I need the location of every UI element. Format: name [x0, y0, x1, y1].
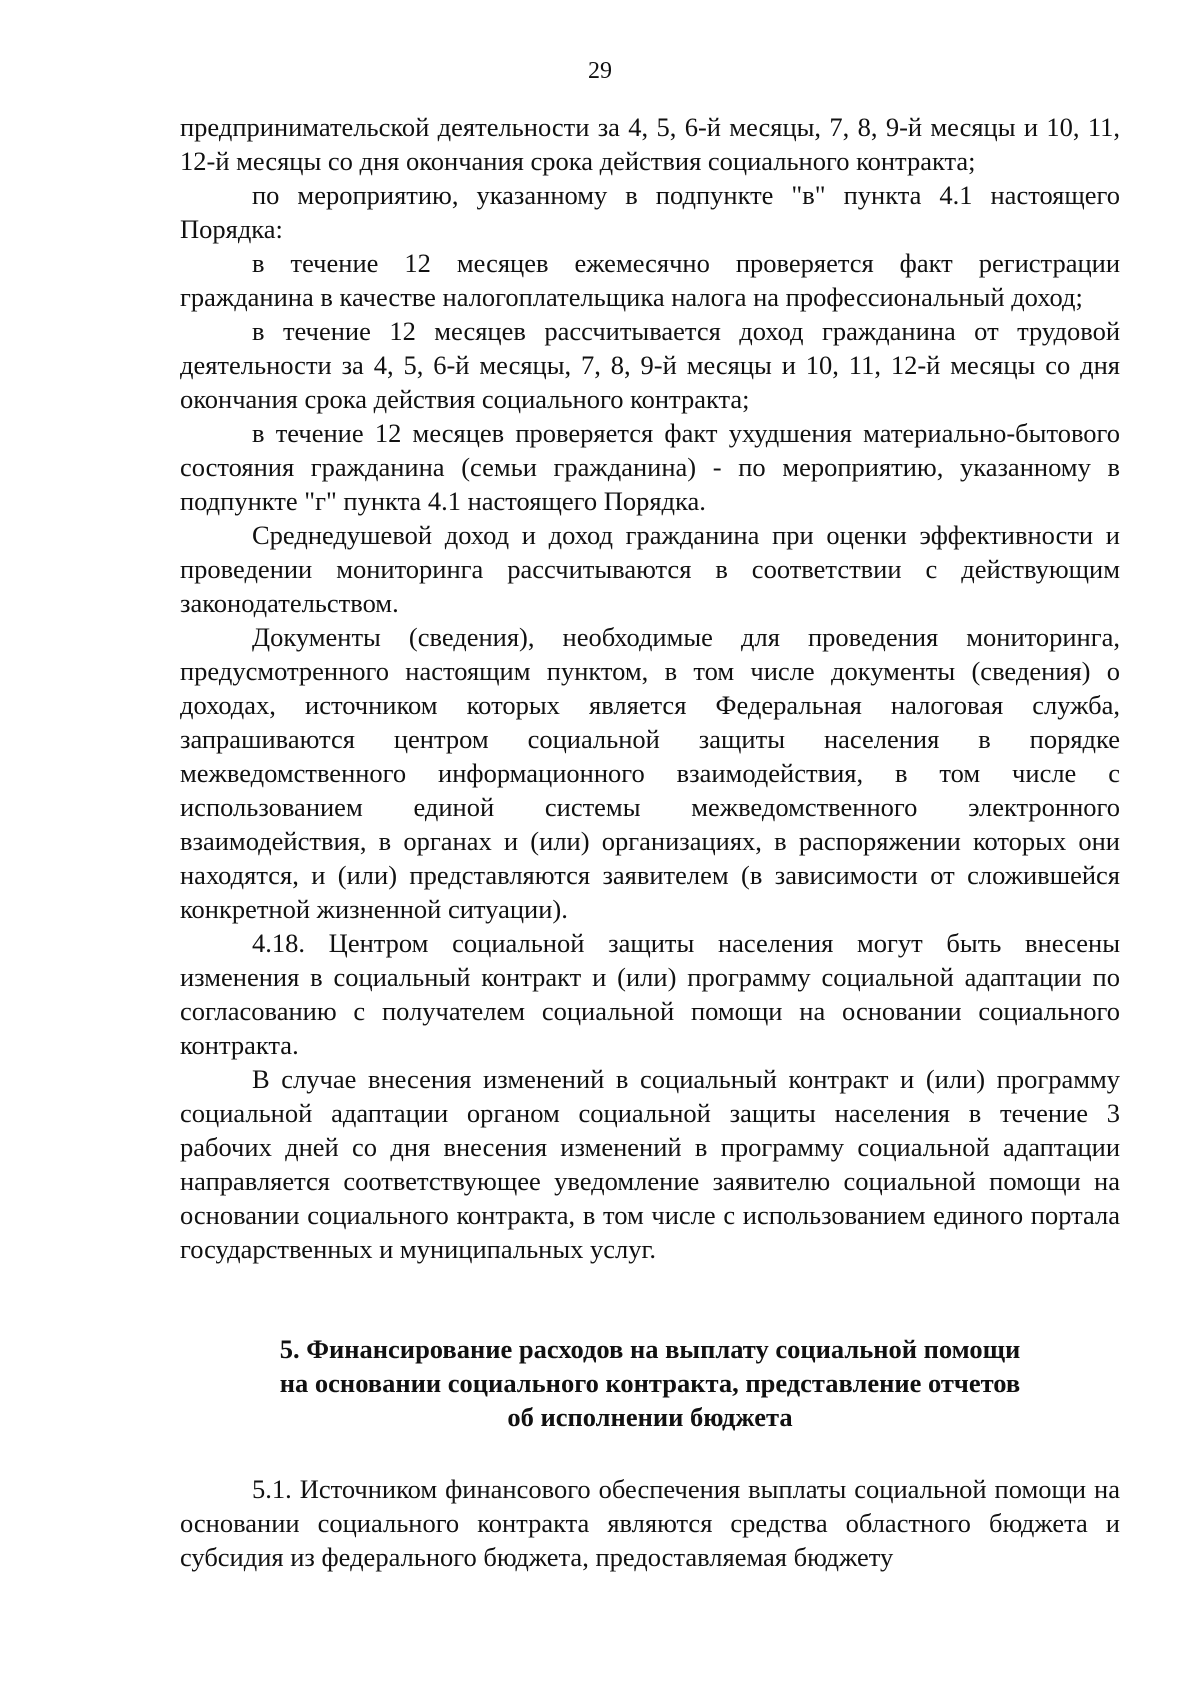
section-heading-line-2: на основании социального контракта, представление отчетов	[279, 1368, 1021, 1398]
section-heading	[180, 1332, 1120, 1434]
paragraph-4: в течение 12 месяцев рассчитывается доход гражданина от трудовой деятельности за 4, 5, 6-й месяцы, 7, 8, 9-й месяцы и 10, 11, 12-й месяцы со дня окончания срока действия социального контракта;	[180, 316, 1120, 414]
section-heading-line-1: 5. Финансирование расходов на выплату социальной помощи	[279, 1334, 1021, 1364]
paragraph-5: в течение 12 месяцев проверяется факт ухудшения материально-бытового состояния гражданина (семьи гражданина) - по мероприятию, указанному в подпункте "г" пункта 4.1 настоящего Порядка.	[180, 418, 1120, 516]
paragraph-9: В случае внесения изменений в социальный контракт и (или) программу социальной адаптации органом социальной защиты населения в течение 3 рабочих дней со дня внесения изменений в программу социальной адаптации направляется соответствующее уведомление заявителю социальной помощи на основании социального контракта, в том числе с использованием единого портала государственных и муниципальных услуг.	[180, 1064, 1120, 1264]
document-body	[180, 110, 1120, 1574]
paragraph-3: в течение 12 месяцев ежемесячно проверяется факт регистрации гражданина в качестве налогоплательщика налога на профессиональный доход;	[180, 248, 1120, 312]
paragraph-8: 4.18. Центром социальной защиты населения могут быть внесены изменения в социальный контракт и (или) программу социальной адаптации по согласованию с получателем социальной помощи на основании социального контракта.	[180, 928, 1120, 1060]
paragraph-7: Документы (сведения), необходимые для проведения мониторинга, предусмотренного настоящим пунктом, в том числе документы (сведения) о доходах, источником которых является Федеральная налоговая служба, запрашиваются центром социальной защиты населения в порядке межведомственного информационного взаимодействия, в том числе с использованием единой системы межведомственного электронного взаимодействия, в органах и (или) организациях, в распоряжении которых они находятся, и (или) представляются заявителем (в зависимости от сложившейся конкретной жизненной ситуации).	[180, 622, 1120, 924]
paragraph-2: по мероприятию, указанному в подпункте "в" пункта 4.1 настоящего Порядка:	[180, 180, 1120, 244]
paragraph-6: Среднедушевой доход и доход гражданина при оценки эффективности и проведении мониторинга рассчитываются в соответствии с действующим законодательством.	[180, 520, 1120, 618]
page-number: 29	[588, 58, 612, 84]
paragraph-final: 5.1. Источником финансового обеспечения выплаты социальной помощи на основании социального контракта являются средства областного бюджета и субсидия из федерального бюджета, предоставляемая бюджету	[180, 1474, 1120, 1572]
section-heading-line-3: об исполнении бюджета	[507, 1402, 793, 1432]
paragraph-1: предпринимательской деятельности за 4, 5, 6-й месяцы, 7, 8, 9-й месяцы и 10, 11, 12-й месяцы со дня окончания срока действия социального контракта;	[180, 112, 1120, 176]
